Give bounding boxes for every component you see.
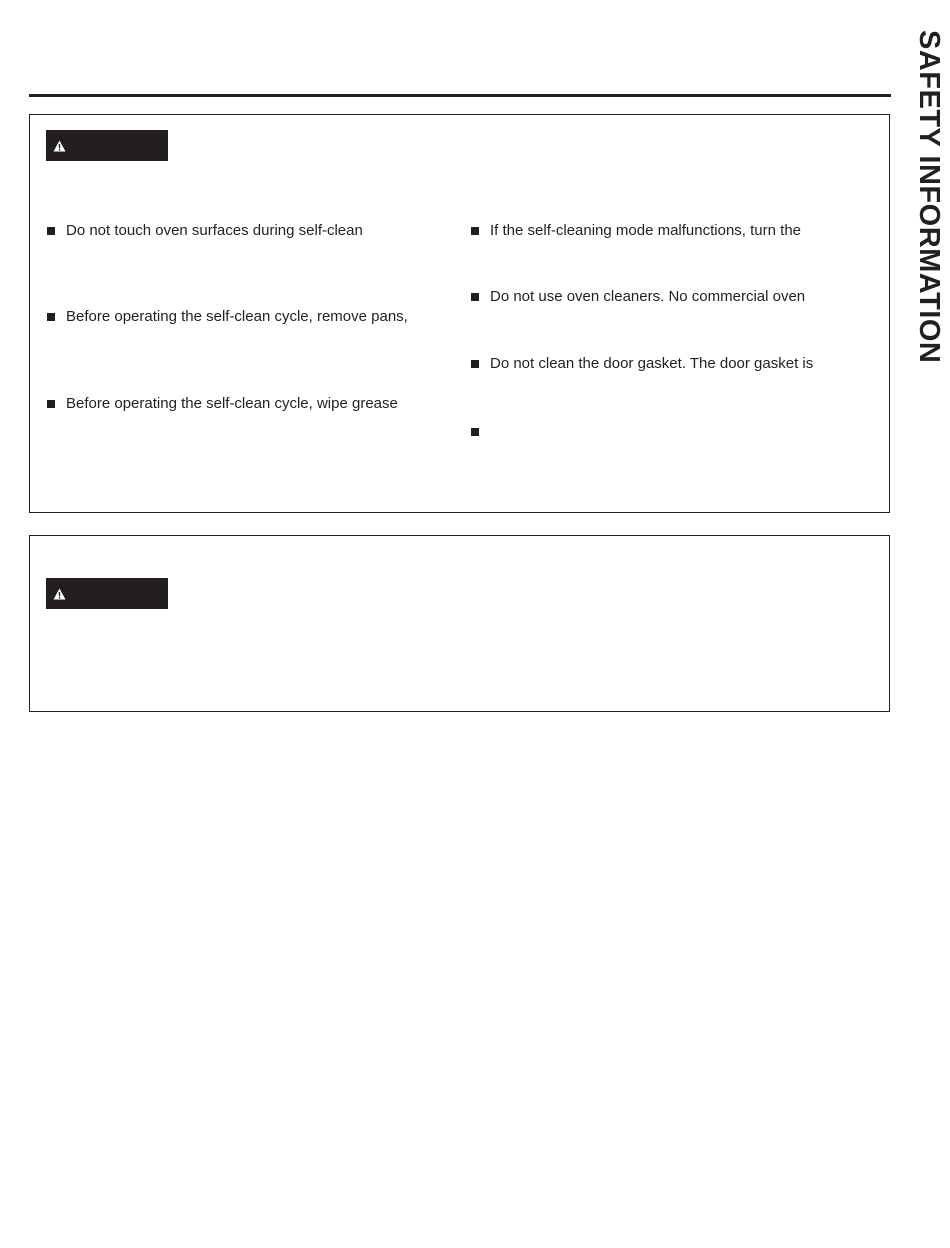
list-item <box>471 355 813 373</box>
warning-tag <box>46 578 168 609</box>
list-item-text: Do not touch oven surfaces during self-clean <box>66 222 363 239</box>
top-divider-rule <box>29 94 891 97</box>
list-item-text: Before operating the self-clean cycle, remove pans, <box>66 308 408 325</box>
bullet-square-icon <box>471 227 479 235</box>
warning-box-self-clean <box>29 114 890 513</box>
bullet-square-icon <box>471 293 479 301</box>
side-section-title: SAFETY INFORMATION <box>913 30 945 364</box>
warning-triangle-icon <box>53 140 66 152</box>
warning-tag <box>46 130 168 161</box>
list-item <box>471 222 801 240</box>
list-item <box>47 308 408 326</box>
list-item <box>471 288 805 306</box>
warning-triangle-icon <box>53 588 66 600</box>
warning-box-secondary <box>29 535 890 712</box>
bullet-square-icon <box>47 313 55 321</box>
bullet-square-icon <box>47 227 55 235</box>
list-item <box>47 222 363 240</box>
bullet-square-icon <box>47 400 55 408</box>
bullet-square-icon <box>471 428 479 436</box>
list-item-text: Do not use oven cleaners. No commercial oven <box>490 288 806 305</box>
list-item <box>47 395 398 413</box>
list-item-text: Before operating the self-clean cycle, wipe grease <box>66 395 398 412</box>
bullet-square-icon <box>471 360 479 368</box>
list-item <box>471 423 490 436</box>
list-item-text: Do not clean the door gasket. The door gasket is <box>490 355 814 372</box>
list-item-text: If the self-cleaning mode malfunctions, turn the <box>490 222 802 239</box>
